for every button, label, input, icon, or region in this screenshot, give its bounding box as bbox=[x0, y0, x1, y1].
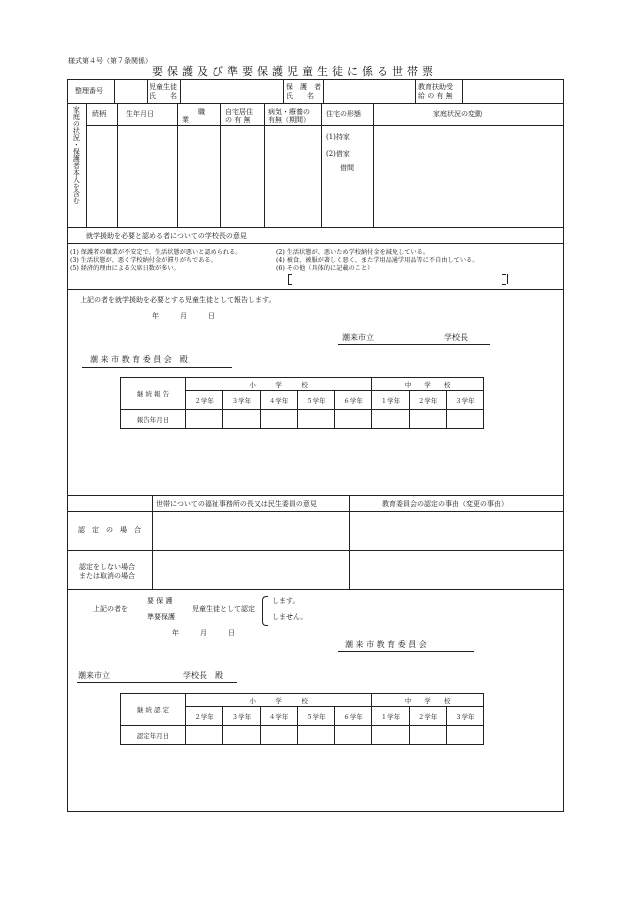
row-not-1: 認定をしない場合 bbox=[79, 563, 135, 571]
col-job-1: 職 bbox=[198, 108, 205, 116]
report-date-cell[interactable] bbox=[186, 410, 223, 429]
col-relation: 続柄 bbox=[92, 110, 106, 118]
decision-grade: １学年 bbox=[372, 707, 409, 726]
reason-5: (5) 経済的理由による欠席日数が多い。 bbox=[70, 265, 180, 272]
decision-end-b: しません。 bbox=[272, 613, 308, 621]
decision-date-cell[interactable] bbox=[297, 726, 334, 745]
label-child-1: 児童生徒 bbox=[149, 83, 177, 91]
decision-date-label: 認定年月日 bbox=[121, 726, 186, 745]
report-grade: ２学年 bbox=[186, 391, 223, 410]
report-date: 年 月 日 bbox=[152, 312, 215, 320]
col-birth: 生年月日 bbox=[126, 110, 154, 118]
report-grade-table bbox=[120, 377, 484, 429]
decision-opt-a: 要 保 護 bbox=[147, 597, 173, 605]
label-guardian-1: 保 護 者 bbox=[286, 83, 321, 91]
decision-to-school: 潮来市立 bbox=[78, 671, 110, 680]
decision-grade: ５学年 bbox=[297, 707, 334, 726]
reason-1: (1) 保護者の職業が不安定で、生活状態が悪いと認められる。 bbox=[70, 249, 242, 256]
report-date-cell[interactable] bbox=[223, 410, 260, 429]
row-not-2: または取消の場合 bbox=[79, 572, 135, 580]
report-school: 潮来市立 bbox=[342, 333, 374, 342]
col-board: 教育委員会の認定の事由（変更の事由） bbox=[382, 500, 508, 508]
page-title: 要保護及び準要保護児童生徒に係る世帯票 bbox=[152, 65, 437, 78]
report-date-cell[interactable] bbox=[260, 410, 297, 429]
decision-grade: ３学年 bbox=[446, 707, 483, 726]
decision-grade: ２学年 bbox=[409, 707, 446, 726]
report-continue-label: 継 続 報 告 bbox=[121, 378, 186, 410]
decision-to-principal: 学校長 殿 bbox=[183, 671, 223, 680]
decision-board: 潮 来 市 教 育 委 員 会 bbox=[345, 640, 427, 649]
col-home-2: の 有 無 bbox=[225, 116, 251, 124]
reason-4: (4) 被食、被服が著しく悪く、また学用品通学用品等に不自由している。 bbox=[276, 257, 479, 264]
decision-continue-label: 継 続 認 定 bbox=[121, 694, 186, 726]
report-date-cell[interactable] bbox=[335, 410, 372, 429]
report-principal: 学校長 bbox=[444, 333, 468, 342]
report-grade: ４学年 bbox=[260, 391, 297, 410]
label-guardian-2: 氏 名 bbox=[286, 92, 314, 100]
family-side-label: 家庭の状況・保護者本人を含む bbox=[72, 106, 81, 204]
col-ill-1: 病気・療養の bbox=[268, 108, 310, 116]
decision-date-cell[interactable] bbox=[335, 726, 372, 745]
house-opt3: 借間 bbox=[340, 164, 354, 172]
decision-date: 年 月 日 bbox=[172, 629, 235, 637]
decision-prefix: 上記の者を bbox=[93, 605, 128, 613]
reason-3: (3) 生活状態が、悪く学校納付金が滞りがちである。 bbox=[70, 257, 217, 264]
report-date-cell[interactable] bbox=[446, 410, 483, 429]
report-elementary: 小 学 校 bbox=[186, 378, 372, 391]
decision-grade-table bbox=[120, 693, 484, 745]
house-opt1: (1)持家 bbox=[326, 133, 350, 141]
report-grade: ２学年 bbox=[409, 391, 446, 410]
reason-2: (2) 生活状態が、悪いため学校納付金を減免している。 bbox=[276, 249, 430, 256]
decision-date-cell[interactable] bbox=[372, 726, 409, 745]
label-aid-1: 教育扶助受 bbox=[418, 83, 453, 91]
reason-6: (6) その他（具体的に記載のこと） bbox=[276, 265, 374, 272]
decision-date-cell[interactable] bbox=[223, 726, 260, 745]
house-opt2: (2)借家 bbox=[326, 150, 350, 158]
report-grade: ３学年 bbox=[223, 391, 260, 410]
report-date-cell[interactable] bbox=[297, 410, 334, 429]
decision-brace bbox=[262, 596, 268, 626]
principal-opinion-heading: 就学援助を必要と認める者についての学校長の意見 bbox=[86, 232, 247, 240]
report-addressee: 潮 来 市 教 育 委 員 会 殿 bbox=[90, 355, 188, 364]
decision-end-a: します。 bbox=[272, 597, 300, 605]
decision-junior: 中 学 校 bbox=[372, 694, 484, 707]
decision-date-cell[interactable] bbox=[260, 726, 297, 745]
col-welfare: 世帯についての福祉事務所の長又は民生委員の意見 bbox=[156, 500, 317, 508]
decision-elementary: 小 学 校 bbox=[186, 694, 372, 707]
other-reason-bracket bbox=[288, 274, 508, 284]
report-text: 上記の者を就学援助を必要とする児童生徒として報告します。 bbox=[80, 296, 276, 304]
decision-date-cell[interactable] bbox=[409, 726, 446, 745]
decision-grade: ６学年 bbox=[335, 707, 372, 726]
decision-grade: ２学年 bbox=[186, 707, 223, 726]
report-date-label: 報告年月日 bbox=[121, 410, 186, 429]
decision-grade: ４学年 bbox=[260, 707, 297, 726]
report-grade: ３学年 bbox=[446, 391, 483, 410]
label-seiri: 整理番号 bbox=[75, 87, 103, 95]
label-aid-2: 給 の 有 無 bbox=[418, 92, 453, 100]
label-child-2: 氏 名 bbox=[149, 92, 177, 100]
report-date-cell[interactable] bbox=[409, 410, 446, 429]
col-job-2: 業 bbox=[182, 116, 189, 124]
decision-opt-b: 準要保護 bbox=[147, 613, 175, 621]
decision-date-cell[interactable] bbox=[186, 726, 223, 745]
form-number: 様式第４号（第７条関係） bbox=[68, 57, 152, 65]
decision-grade: ３学年 bbox=[223, 707, 260, 726]
decision-middle: 児童生徒として認定 bbox=[192, 605, 255, 613]
col-change: 家庭状況の変動 bbox=[433, 110, 482, 118]
row-certify: 認 定 の 場 合 bbox=[78, 526, 141, 534]
col-house: 住宅の形態 bbox=[326, 110, 361, 118]
report-grade: １学年 bbox=[372, 391, 409, 410]
report-date-cell[interactable] bbox=[372, 410, 409, 429]
decision-date-cell[interactable] bbox=[446, 726, 483, 745]
col-ill-2: 有無（期間） bbox=[268, 116, 310, 124]
report-grade: ６学年 bbox=[335, 391, 372, 410]
report-junior: 中 学 校 bbox=[372, 378, 484, 391]
report-grade: ５学年 bbox=[297, 391, 334, 410]
col-home-1: 自宅居住 bbox=[225, 108, 253, 116]
